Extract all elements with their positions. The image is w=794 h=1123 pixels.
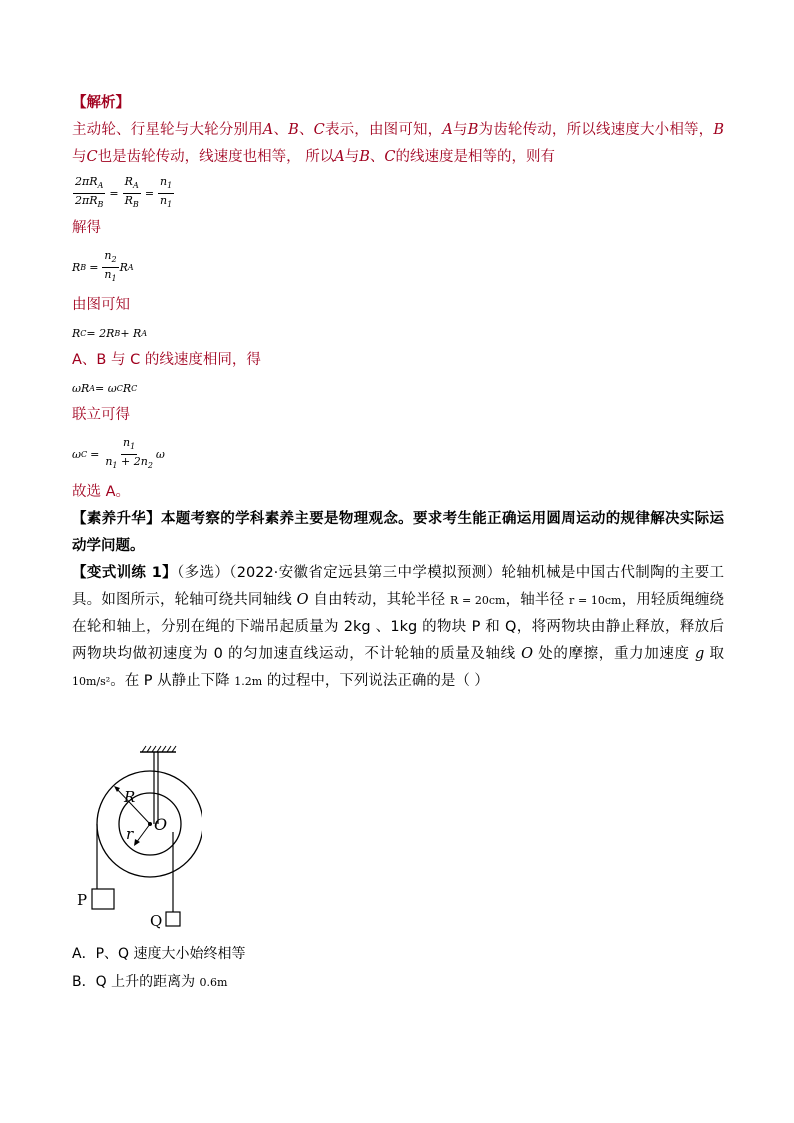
formula-rc: R C = 2R B + R A [72, 326, 148, 340]
formula-rb: R B = $\frac{n_2}{n_1}$ R A [72, 249, 134, 283]
options-list [72, 940, 724, 997]
literacy-paragraph: 【素养升华】本题考察的学科素养主要是物理观念。要求考生能正确运用圆周运动的规律解决实际运动学问题。 [72, 511, 724, 554]
formula-omega-c: ω C = $\frac{n_1}{n_1 + 2n_2}$ ω [72, 436, 165, 470]
option-B[interactable]: B．Q 上升的距离为 0.6m [72, 974, 228, 990]
option-A[interactable]: A．P、Q 速度大小始终相等 [72, 946, 246, 962]
analysis-heading: 【解析】 [72, 95, 130, 111]
document-body [72, 90, 724, 695]
from-figure-label: 由图可知 [72, 297, 130, 313]
label-R: R [124, 788, 136, 806]
exercise-heading: 【变式训练 1】 [72, 565, 177, 581]
literacy-heading: 【素养升华】 [72, 511, 161, 527]
wheel-axle-diagram [72, 742, 202, 932]
ceiling-hatch [142, 746, 176, 752]
radius-r-line [136, 824, 150, 843]
same-speed-label: A、B 与 C 的线速度相同，得 [72, 352, 261, 368]
formula-omega: ωR A = ω C R C [72, 381, 138, 395]
analysis-paragraph-1: 主动轮、行星轮与大轮分别用A、B、C表示，由图可知，A与B为齿轮传动，所以线速度大小相等，B与C也是齿轮传动，线速度也相等， 所以A与B、C的线速度是相等的，则有 [72, 122, 725, 165]
center-dot [148, 822, 152, 826]
label-P: P [77, 891, 88, 909]
solve-label: 解得 [72, 220, 101, 236]
formula-ratio: $\frac{2\pi R_A}{2\pi R_B}$ = $\frac{R_A}{R_B}$ = $\frac{n_1}{n_1}$ [75, 175, 173, 209]
label-O: O [154, 815, 168, 834]
exercise-paragraph: 【变式训练 1】（多选）（2022·安徽省定远县第三中学模拟预测）轮轴机械是中国古代制陶的主要工具。如图所示，轮轴可绕共同轴线 O 自由转动，其轮半径 R = 20cm，轴半径 r = 10cm，用轻质绳缠绕在轮和轴上，分别在绳的下端吊起质量为 2kg 、1kg 的物块 P 和 Q，将两物块由静止释放，释放后两物块均做初速度为 0 的匀加速直线运动，不计轮轴的质量及轴线 O 处的摩擦，重力加速度 g 取 10m/s²。在 P 从静止下降 1.2m 的过程中，下列说法正确的是（ ） [72, 565, 725, 689]
block-P [92, 889, 114, 909]
combine-label: 联立可得 [72, 407, 130, 423]
radius-r-arrow [134, 839, 140, 846]
answer-line: 故选 A。 [72, 484, 131, 500]
label-r: r [126, 825, 134, 843]
label-Q: Q [150, 912, 163, 930]
block-Q [166, 912, 180, 926]
